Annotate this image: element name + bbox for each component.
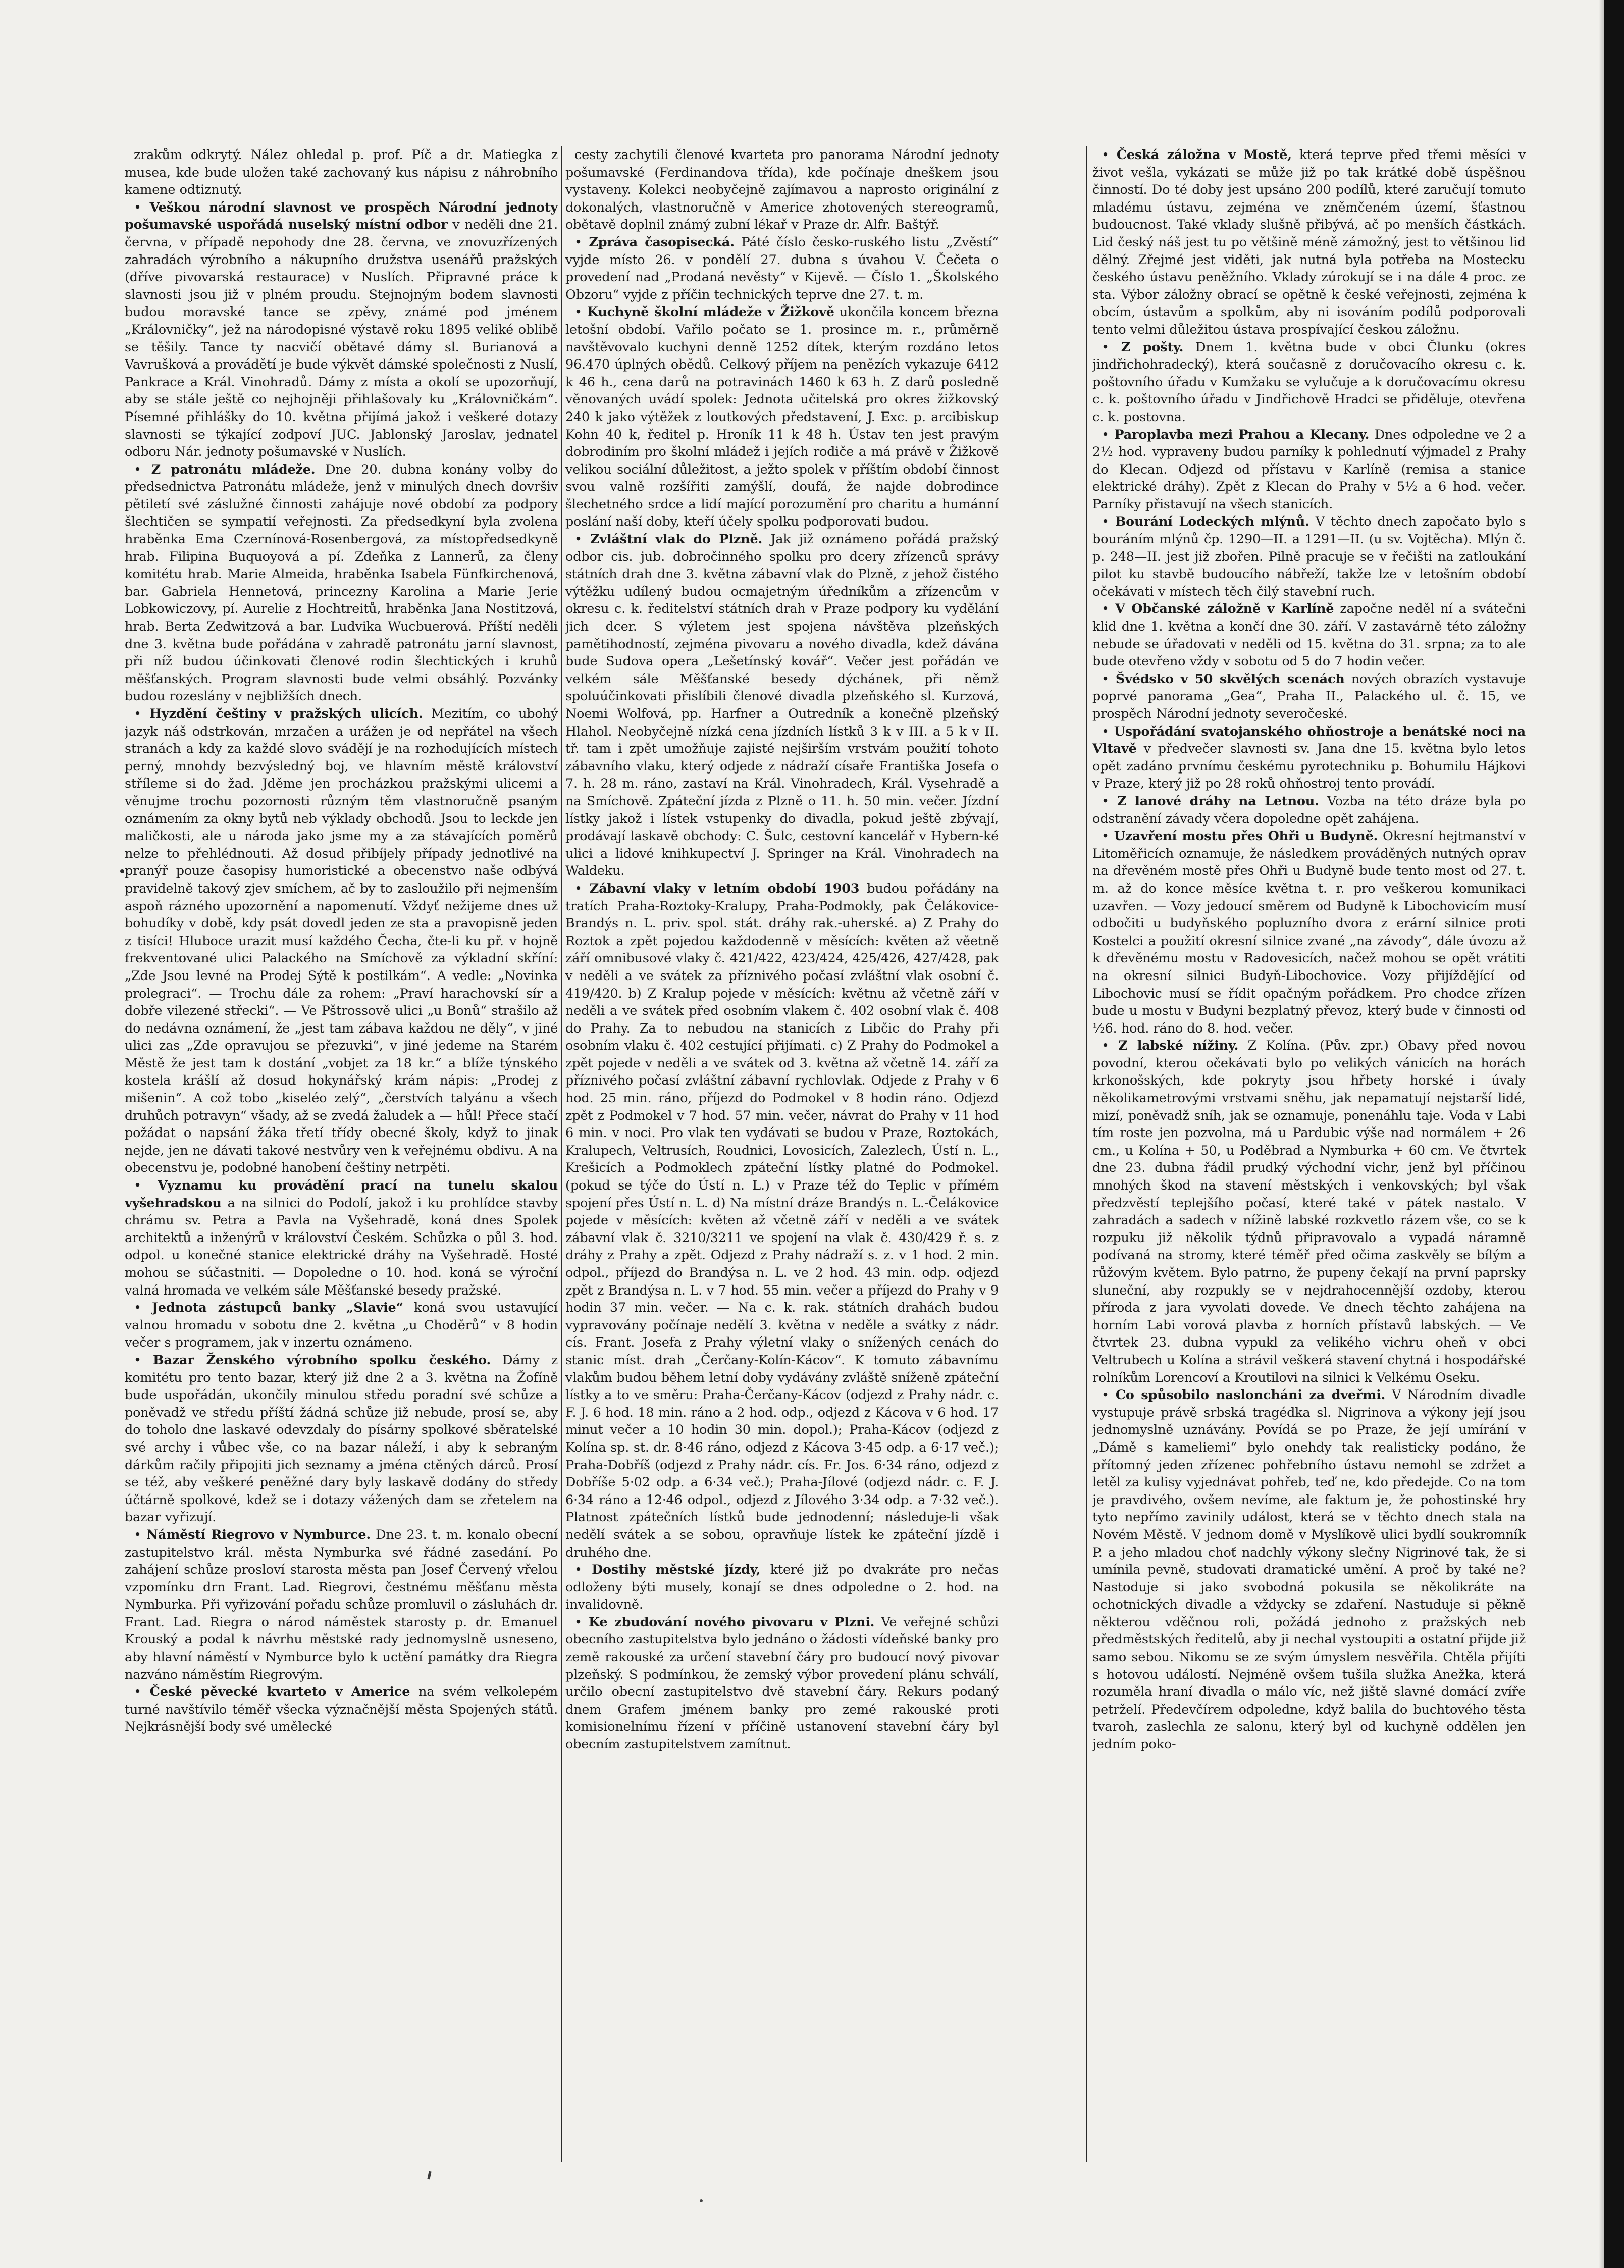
article-text: Mezitím, co ubohý jazyk náš odstrkován, mrzačen a urážen je od nepřátel na všech stranách a kdy za každé slovo svádějí je na rozhodujících místech perný, mnohdy bezvýsledný boj, ve hlavním městě království stříleme si do žad. Jděme jen procházkou pražskými ulicemi a věnujme trochu pozornosti různým těm vlastnoručně psaným oznámením za okny bytů neb výklady obchodů. Jsou to leckde jen maličkosti, ale u národa jako jsme my a za stávajících poměrů nelze to přehlédnouti. Až dosud přibíjely případy jednotlivé na pranýř pouze časopisy humoristické a obecenstvo naše odbývá pravidelně takový zjev smíchem, ač by to zasloužilo při nejmenším aspoň rázného upozornění a napomenutí. Vždyť nežijeme dnes už bohudíky v době, kdy psát dovedl jeden ze sta a pravopisně jeden z tisíci! Hluboce urazit musí každého Čecha, čte-li ku př. v hojně frekventované ulici Palackého na Smíchově za výkladní skříní: „Zde Jsou levné na Prodej Sýtě k postilkám“. A vedle: „Novinka prolegraci“. — Trochu dále za rohem: „Praví harachovskí sír a dobře vilezené střecki“. — Ve Pštrossově ulici „u Bonů“ strašilo až do nedávna oznámení, že „jest tam zábava každou ne děly“, v jiné ulici zas „Zde opravujou se přezuvki“, v jiné jedeme na Starém Městě že jest tam k dostání „vobjet za 18 kr.“ a blíže týnského kostela krášlí až dosud hokynářský krám nápis: „Prodej z mišenin“. A což tobo „kiseléo zelý“, „čerstvích talyánu a všech druhůch potravyn“ všady, až se zvedá žaludek a — hůl! Přece stačí požádat o napsání žáka třetí třídy obecné školy, když to jinak nejde, jen ne dávati takové nestvůry ven k veřejnému obdivu. A na obecenstvu je, podobné hanobení češtiny netrpěti. [125, 706, 558, 1176]
column-rule [561, 146, 562, 2162]
article-heading: Náměstí Riegrovo v Nymburce. [146, 1527, 371, 1542]
asterisk-marker: • [1102, 427, 1115, 442]
article-paragraph [1092, 723, 1526, 793]
article-paragraph [125, 1352, 558, 1526]
article-heading: Bazar Ženského výrobního spolku českého. [153, 1352, 491, 1368]
asterisk-marker: • [134, 1352, 153, 1368]
article-text: ukončila koncem března letošní období. Vařilo počato se 1. prosince m. r., průměrně navštěvovalo kuchyni denně 1252 dítek, kterým rozdáno letos 96.470 úplných obědů. Celkový příjem na penězích vykazuje 6412 k 46 h., cena darů na potravinách 1460 k 63 h. Z darů posledně věnovaných uvádí spolek: Jednota učitelská pro okres žižkovský 240 k jako výtěžek z loutkových představení, J. Exc. p. arcibiskup Kohn 40 k, ředitel p. Hroník 11 k 48 h. Ústav ten jest pravým dobrodiním pro školní mládež i jejích rodiče a má právě v Žižkově velikou sociální důležitost, a ježto spolek v příštím období činnost svou valně rozšířiti zamýšlí, doufá, že najde dobrodince šlechetného srdce a lidí mající porozumění pro charitu a humánní poslání naší doby, kteří účely spolku podporovati budou. [565, 304, 999, 530]
article-heading: Vyznamu ku provádění prací na tunelu skalou vyšehradskou [125, 1178, 558, 1211]
article-text: Jak již oznámeno pořádá pražský odbor cis. jub. dobročinného spolku pro dcery zřízenců správy státních drah dne 3. května zábavní vlak do Plzně, z jehož čistého výtěžku udílený budou ocmajetným úředníkům a zřízencům v okresu c. k. ředitelství státních drah v Praze podpory ku vydělání jich dcer. S výletem jest spojena návštěva plzeňských pamětihodností, zejména pivovaru a nového divadla, kdež dávána bude Sudova opera „Lešetínský kovář“. Večer jest pořádán ve velkém sále Měšťanské besedy dýchánek, při němž spoluúčinkovati přislíbili členové divadla plzeňského sl. Kurzová, Noemi Wolfová, pp. Harfner a Outredník a konečně plzeňský Hlahol. Neobyčejně nízká cena jízdních lístků 3 k v III. a 5 k v II. tř. tam i zpět umožňuje zajisté nejširším vrstvám použití tohoto zábavního vlaku, který odjede z nádraží císaře Františka Josefa o 7. h. 28 m. ráno, zastaví na Král. Vinohradech, Král. Vysehradě a na Smíchově. Zpáteční jízda z Plzně o 11. h. 50 min. večer. Jízdní lístky jakož i lístek vstupenky do divadla, pokud ještě zbývají, prodávají laskavě obchody: C. Šulc, cestovní kancelář v Hybern-ké ulici a lidové knihkupectví J. Springer na Král. Vinohradech na Waldeku. [565, 532, 999, 879]
article-paragraph [1092, 1037, 1526, 1386]
asterisk-marker: • [1102, 793, 1117, 809]
article-text: a na silnici do Podolí, jakož i ku prohlídce stavby chrámu sv. Petra a Pavla na Vyšehradě, koná dnes Spolek architektů a inženýrů v království Českém. Schůzka o půl 3. hod. odpol. u konečné stanice elektrické dráhy na Vyšehradě. Hosté mohou se súčastniti. — Dopoledne o 10. hod. koná se výroční valná hromada ve velkém sále Měšťanské besedy pražské. [125, 1195, 558, 1298]
left-column [125, 146, 558, 2171]
asterisk-marker: • [134, 1527, 146, 1542]
article-heading: Dostihy městské jízdy, [592, 1562, 761, 1578]
asterisk-marker: • [574, 304, 587, 320]
article-text: koná svou ustavující valnou hromadu v sobotu dne 2. května „u Choděrů“ v 8 hodin večer s programem, jak v inzertu oznámeno. [125, 1300, 558, 1351]
article-paragraph [125, 199, 558, 461]
asterisk-marker: • [1102, 829, 1114, 844]
scan-mark [700, 2199, 703, 2202]
column-rule [1086, 146, 1087, 2162]
article-heading: České pěvecké kvarteto v Americe [149, 1684, 410, 1700]
article-paragraph [1092, 671, 1526, 723]
asterisk-marker: • [1102, 147, 1117, 163]
article-paragraph [1092, 426, 1526, 513]
right-column [1092, 146, 1526, 2171]
asterisk-marker: • [574, 1562, 592, 1578]
article-paragraph [1092, 513, 1526, 600]
article-heading: Z pošty. [1121, 339, 1184, 355]
article-heading: Hyzdění češtiny v pražských ulicích. [149, 706, 423, 721]
article-heading: Česká záložna v Mostě, [1116, 147, 1292, 163]
article-text: V Národním divadle vystupuje právě srbská tragédka sl. Nigrinova a výkony její jsou jednomyslně uznávány. Povídá se po Praze, že její umírání v „Dámě s kameliemi“ bylo onehdy tak realisticky podáno, že přítomný jeden zřízenec pohřebního ústavu nemohl se zdržet a letěl za kulisy vyjednávat pohřeb, teď ne, kdo předejde. Co na tom je pravdivého, ovšem nevíme, ale faktum je, že pohostinské hry tyto nepřímo zavinily událost, která se v těchto dnech stala na Novém Městě. V jednom domě v Myslíkově ulici bydlí soukromník P. a jeho mladou choť nadchly výkony slečny Nigrinové tak, že si umínila pevně, studovati dramatické umění. A proč by také ne? Nastoduje si jako svobodná pokusila se několikráte na ochotnických divadle a vždycky se zdaření. Nastuduje si pěkně některou vděčnou roli, požádá jednoho z pražských neb předměstských ředitelů, aby ji nechal vystoupiti a ostatní přijde již samo sebou. Nikomu se ze svým úmyslem nesvěřila. Chtěla přijíti s hotovou událostí. Nejméně ovšem tušila služka Anežka, která rozuměla hraní divadla o málo víc, než jiště slavné domácí zvíře petrželí. Předevčírem odpoledne, když balila do buchtového těsta tvaroh, zaslechla ze salonu, který byl od kuchyně oddělen jen jedním poko- [1092, 1387, 1526, 1752]
article-heading: Z lanové dráhy na Letnou. [1117, 793, 1319, 809]
article-text: která teprve před třemi měsíci v život vešla, vykázati se může již po tak krátké době úspěšnou činností. Do té doby jest upsáno 200 podílů, které zaručují tomuto mladému ústavu, zejména ve zněmčeném území, šťastnou budoucnost. Také vklady slušně přibývá, ač po menších částkách. Lid český náš jest tu po většině méně zámožný, jest to většinou lid dělný. Zřejmé jest viděti, jak nutná byla potřeba na Mostecku českého ústavu peněžního. Vklady zúrokují se i na dále 4 proc. ze sta. Výbor záložny obrací se opětně k české veřejnosti, zejména k obcím, ústavům a spolkům, aby ni isováním podílů podporovali tento velmi důležitou ústava prospívající českou záložnu. [1092, 147, 1526, 337]
article-text: nových obrazích vystavuje poprvé panorama „Gea“, Praha II., Palackého ul. č. 15, ve prospěch Národní jednoty severočeské. [1092, 671, 1526, 721]
middle-column [565, 146, 999, 2171]
asterisk-marker: • [1102, 1038, 1119, 1054]
article-paragraph [125, 146, 558, 199]
asterisk-marker: • [134, 1300, 152, 1316]
article-heading: Z labské nížiny. [1118, 1038, 1239, 1054]
article-heading: Z patronátu mládeže. [151, 461, 316, 477]
asterisk-marker: • [134, 1178, 158, 1194]
article-heading: Uzavření mostu přes Ohři u Budyně. [1114, 829, 1378, 844]
article-text: Dnem 1. května bude v obci Člunku (okres jindřichohradecký), která současně z doručovacího okresu c. k. poštovního úřadu v Kumžaku se vylučuje a k doručovacímu okresu c. k. poštovního úřadu v Jindřichově Hradci se přiděluje, otevřena c. k. postovna. [1092, 339, 1526, 425]
article-text: Okresní hejtmanství v Litoměřicích oznamuje, že následkem prováděných nutných oprav na dřevěném mostě přes Ohři u Budyně bude tento most od 27. t. m. až do konce měsíce května t. r. pro veškerou komunikaci uzavřen. — Vozy jedoucí směrem od Budyně k Libochovicím musí odbočiti u budyňského popluzního dvora z erární silnice proti Kostelci a použití okresní silnice zvané „na závody“, dále úvozu až k dřevěnému mostu v Radovesicích, načež mohou se opět vrátiti na okresní silnici Budyň-Libochovice. Vozy přijíždějící od Libochovic musí se řídit opačným pořádkem. Pro chodce zřízen bude u mostu v Budyni bezplatný převoz, který bude v činnosti od ½6. hod. ráno do 8. hod. večer. [1092, 829, 1526, 1036]
article-paragraph [1092, 146, 1526, 339]
article-paragraph [565, 1614, 999, 1754]
article-text: v neděli dne 21. června, v případě nepohody dne 28. června, ve znovuzřízených zahradách výrobního a nákupního družstva usenářů pražských (dříve pivovarská restaurace) v Nuslích. Připravné práce k slavnosti jsou již v plném proudu. Stejnojným bodem slavnosti budou moravské tance se zpěvy, známé pod jménem „Královničky“, jež na národopisné výstavě roku 1895 veliké oblibě se těšily. Tance ty nacvičí obětavé dámy sl. Burianová a Vavrušková a provádětí je bude výkvět dámské společnosti z Nuslí, Pankrace a Král. Vinohradů. Dámy z místa a okolí se upozorňují, aby se stále ještě co nejhojněji přihlašovaly ku „Královničkám“. Písemné přihlášky do 10. května přijímá jakož i veškeré dotazy slavnosti se týkající zodpoví JUC. Jablonský Jaroslav, jednatel odboru Nár. jednoty pošumavské v Nuslích. [125, 217, 558, 460]
article-heading: V Občanské záložně v Karlíně [1115, 601, 1334, 617]
asterisk-marker: • [134, 706, 149, 721]
page-edge-shadow [1599, 0, 1604, 2268]
article-text: které již po dvakráte pro nečas odloženy býti musely, konají se dnes odpoledne o 2. hod. na invalidovně. [565, 1562, 999, 1613]
article-paragraph [1092, 1386, 1526, 1753]
article-paragraph [125, 1526, 558, 1683]
asterisk-marker: • [134, 461, 151, 477]
article-paragraph [125, 461, 558, 705]
scan-mark [120, 869, 124, 873]
article-heading: Zpráva časopisecká. [589, 234, 735, 250]
article-paragraph [565, 880, 999, 1561]
article-heading: Co spůsobilo nasloncháni za dveřmi. [1115, 1387, 1386, 1403]
article-text: cesty zachytili členové kvarteta pro panorama Národní jednoty pošumavské (Ferdinandova třída), kde počínaje dneškem jsou vystaveny. Kolekci neobyčejně zajímavou a naprosto originální z dokonalých, vlastnoručně v Americe zhotovených stereogramů, obětavě doplnil známý zubní lékař v Praze dr. Alfr. Baštýř. [565, 147, 999, 233]
article-paragraph [565, 531, 999, 880]
article-text: Vozba na této dráze byla po odstranění závady včera dopoledne opět zahájena. [1092, 793, 1526, 827]
asterisk-marker: • [1102, 724, 1114, 739]
asterisk-marker: • [574, 234, 589, 250]
scan-mark [427, 2171, 431, 2180]
article-text: Ve veřejné schůzi obecního zastupitelstva bylo jednáno o žádosti vídeňské banky pro země rakouské za určení stavební čáry pro budoucí nový pivovar plzeňský. S podmínkou, že zemský výbor provedení plánu schválí, určilo obecní zastupitelstvo dvě stavební čáry. Rekurs podaný dnem Grafem jménem banky pro zemé rakouské proti komisionelnímu řízení v příčině ustanovení stavební čáry byl obecním zastupitelstvem zamítnut. [565, 1614, 999, 1752]
article-heading: Zvláštní vlak do Plzně. [590, 532, 763, 547]
asterisk-marker: • [574, 881, 590, 896]
asterisk-marker: • [1102, 339, 1121, 355]
article-text: zrakům odkrytý. Nález ohledal p. prof. Píč a dr. Matiegka z musea, kde bude uložen také zachovaný kus nápisu z náhrobního kamene odtiznutý. [125, 147, 558, 198]
article-heading: Veškou národní slavnost ve prospěch Národní jednoty pošumavské uspořádá nuselský místní odbor [125, 199, 558, 233]
article-heading: Paroplavba mezi Prahou a Klecany. [1114, 427, 1370, 442]
article-text: na svém velkolepém turné navštívilo téměř všecka význačnější města Spojených států. Nejkrásnější body své umělecké [125, 1684, 558, 1735]
article-paragraph [1092, 600, 1526, 670]
article-heading: Kuchyně školní mládeže v Žižkově [587, 304, 834, 320]
article-text: Páté číslo česko-ruského listu „Zvěstí“ vyjde místo 26. v pondělí 27. dubna s úvahou V. Čečeta o provedení nad „Prodaná nevěsty“ v Kijevě. — Číslo 1. „Školského Obzoru“ vyjde z příčin technických teprve dne 27. t. m. [565, 234, 999, 302]
asterisk-marker: • [134, 199, 150, 215]
article-text: Z Kolína. (Pův. zpr.) Obavy před novou povodní, kterou očekávati bylo po velikých vánicích na horách krkonošských, kde pokryty jsou hřbety horské i úvaly několikametrovými vrstvami sněhu, jak nepamatují nejstarší lidé, mizí, poněvadž sníh, jak se oznamuje, ponenáhlu taje. Voda v Labi tím roste jen pozvolna, má u Pardubic výše nad normálem + 26 cm., u Kolína + 50, u Poděbrad a Nymburka + 60 cm. Ve čtvrtek dne 23. dubna řádil prudký východní vichr, jenž byl příčinou mnohých škod na stavení městských i venkovských; byl však předzvěstí teplejšího počasí, které také v pátek nastalo. V zahradách a sadech v nížině labské rozkvetlo rázem vše, co se k rozpuku již několik týdnů připravovalo a vypadá náramně podívaná na stromy, které téměř před očima zaskvěly se bílým a růžovým květem. Bylo patrno, že pupeny čekají na první paprsky sluneční, aby rozpukly se v nejdrahocennější ozdoby, kterou příroda z jara vyvolati dovede. Ve dnech těchto zahájena na horním Labi vorová plavba z horních přístavů labských. — Ve čtvrtek 23. dubna vypukl za velikého vichru oheň v obci Veltrubech u Kolína a strávil veškerá stavení chytná i hospodářské rolníkům Lorencoví a Kroutilovi na silnici k Velkému Oseku. [1092, 1038, 1526, 1385]
article-text: budou pořádány na tratích Praha-Roztoky-Kralupy, Praha-Podmokly, pak Čelákovice-Brandýs n. L. priv. spol. stát. dráhy rak.-uherské. a) Z Prahy do Roztok a zpět pojedou každodenně v měsících: květen až věetně září omnibusové vlaky č. 421/422, 423/424, 425/426, 427/428, pak v neděli a ve svátek za příznivého počasí zvláštní vlak osobní č. 419/420. b) Z Kralup pojede v měsících: květnu až včetně září v neděli a ve svátek před osobním vlakem č. 402 osobní vlak č. 408 do Prahy. Za to nebudou na stanicích z Libčic do Prahy při osobním vlaku č. 402 cestující přijímati. c) Z Prahy do Podmokel a zpět pojede v neděli a ve svátek od 3. května až včetně 14. září za příznivého počasí zvláštní zábavní rychlovlak. Odjede z Prahy v 6 hod. 25 min. ráno, příjezd do Podmokel v 8 hodin ráno. Odjezd zpět z Podmokel v 7 hod. 57 min. večer, návrat do Prahy v 11 hod 6 min. v noci. Pro vlak ten vydávati se budou v Praze, Roztokách, Kralupech, Veltrusích, Roudnici, Lovosicích, Zalezlech, Ústí n. L., Krešicích a Podmoklech zpáteční lístky platné do Podmokel. (pokud se týče do Ústí n. L.) v Praze též do Teplic v přímém spojení přes Ústí n. L. d) Na místní dráze Brandýs n. L.-Čelákovice pojede v měsících: květen až včetně září v neděli a ve svátek zábavní vlak č. 3210/3211 ve spojení na vlak č. 430/429 ř. s. z dráhy z Prahy a zpět. Odjezd z Prahy nádraží s. z. v 1 hod. 2 min. odpol., příjezd do Brandýsa n. L. ve 2 hod. 43 min. odp. odjezd zpět z Brandýsa n. L. v 7 hod. 55 min. večer a příjezd do Prahy v 9 hodin 37 min. večer. — Na c. k. rak. státních drahách budou vypravovány počínaje nedělí 3. května v neděle a svátky z nádr. cís. Frant. Josefa z Prahy výletní vlaky o snížených cenách do stanic míst. drah „Čerčany-Kolín-Kácov“. K tomuto zábavnímu vlakům budou během letní doby vydávány zvláště sníženě zpáteční lístky a to ve směru: Praha-Čerčany-Kácov (odjezd z Prahy nádr. c. F. J. 6 hod. 18 min. ráno a 2 hod. odp., odjezd z Kácova v 6 hod. 17 minut večer a 10 hodin 30 min. dopol.); Praha-Kácov (odjezd z Kolína sp. st. dr. 8·46 ráno, odjezd z Kácova 3·45 odp. a 6·17 več.); Praha-Dobříš (odjezd z Prahy nádr. cís. Fr. Jos. 6·34 ráno, odjezd z Dobříše 5·02 odp. a 6·34 več.); Praha-Jílové (odjezd nádr. c. F. J. 6·34 ráno a 12·46 odpol., odjezd z Jílového 3·34 odp. a 7·32 več.). Platnost zpátečních lístků bude jednodenní; následuje-li však nedělí svátek a se sobou, opravňuje lístek ke zpáteční jízdě i druhého dne. [565, 881, 999, 1560]
asterisk-marker: • [134, 1684, 150, 1700]
article-paragraph [565, 1561, 999, 1614]
article-heading: Uspořádání svatojanského ohňostroje a benátské noci na Vltavě [1092, 724, 1526, 757]
article-heading: Jednota zástupců banky „Slavie“ [152, 1300, 403, 1316]
article-text: Dne 20. dubna konány volby do předsednictva Patronátu mládeže, jenž v minulých dnech dovršiv pětiletí své záslužné činnosti zahájuje nové období za podpory šlechtičen se sympatií veřejnosti. Za předsedkyní byla zvolena hraběnka Ema Czernínová-Rosenbergová, za místopředsedkyně hrab. Filipina Buquoyová a pí. Zdeňka z Lannerů, za členy komitétu hrab. Marie Almeida, hraběnka Isabela Fünfkirchenová, bar. Gabriela Hennetová, princezny Karolina a Marie Jerie Lobkowiczovy, pí. Aurelie z Hochtreitů, hraběnka Jana Nostitzová, hrab. Berta Zedwitzová a bar. Ludvika Wucbuerová. Příští neděli dne 3. května bude pořádána v zahradě patronátu jarní slavnost, při níž budou účinkovati členové rodin šlechtických i kruhů měšťanských. Program slavnosti bude velmi obsáhlý. Pozvánky budou rozeslány v nejbližších dnech. [125, 461, 558, 704]
article-paragraph [125, 1683, 558, 1736]
article-paragraph [1092, 339, 1526, 426]
article-heading: Zábavní vlaky v letním období 1903 [589, 881, 860, 896]
article-text: Dámy z komitétu pro tento bazar, který již dne 2 a 3. května na Žofíně bude uspořádán, ukončily minulou středu poradní své schůze a poněvadž ve středu příští žádná schůze již nebude, prosí se, aby do toholo dne laskavé odevzdaly do písárny spolkové sběratelské své archy i vůbec vše, co na bazar náleží, i aby k sebraným dárkům račily připojiti jich seznamy a jména ctěných dárců. Prosí se též, aby veškeré peněžné dary byly laskavě dodány do středy účtárně spolkové, kdež se i dotazy vážených dam se zřetelem na bazar vyřizují. [125, 1352, 558, 1525]
page-edge [1604, 0, 1624, 2268]
asterisk-marker: • [574, 1614, 589, 1630]
asterisk-marker: • [1102, 601, 1115, 617]
article-paragraph [125, 1299, 558, 1352]
article-heading: Ke zbudování nového pivovaru v Plzni. [589, 1614, 875, 1630]
article-text: Dne 23. t. m. konalo obecní zastupitelstvo král. města Nymburka své řádné zasedání. Po zahájení schůze prosloví starosta města pan Josef Červený vřelou vzpomínku drn Frant. Lad. Riegrovi, čestnému měšťanu města Nymburka. Při vyřizování pořadu schůze promluvil o zásluhách dr. Frant. Lad. Riegra o národ náměstek starosty p. dr. Emanuel Krouský a podal k návrhu městské rady jednomyslně usneseno, aby hlavní náměstí v Nymburce bylo k uctění památky dra Riegra nazváno náměstím Riegrovým. [125, 1527, 558, 1682]
article-text: započne neděl ní a svátečni klid dne 1. května a končí dne 30. září. V zastavárně této záložny nebude se úřadovati v neděli od 15. května do 31. srpna; za to ale bude otevřeno vždy v sobotu od 5 do 7 hodin večer. [1092, 601, 1526, 669]
asterisk-marker: • [1102, 671, 1116, 687]
asterisk-marker: • [574, 532, 590, 547]
asterisk-marker: • [1102, 514, 1115, 530]
article-heading: Švédsko v 50 skvělých scenách [1115, 671, 1345, 687]
article-paragraph [125, 1177, 558, 1299]
article-paragraph [1092, 828, 1526, 1037]
article-paragraph [565, 146, 999, 234]
article-heading: Bourání Lodeckých mlýnů. [1115, 514, 1309, 530]
article-paragraph [565, 303, 999, 531]
article-text: Dnes odpoledne ve 2 a 2½ hod. vypraveny budou parníky k pohlednutí výjmadel z Prahy do Klecan. Odjezd od přístavu v Karlíně (remisa a stanice elektrické dráhy). Zpět z Klecan do Prahy v 5½ a 6 hod. večer. Parníky přistavují na všech stanicích. [1092, 427, 1526, 512]
article-text: v předvečer slavnosti sv. Jana dne 15. května bylo letos opět zadáno prvnímu českému pyrotechniku p. Bohumilu Hájkovi v Praze, který již po 28 roků ohňostroj tento provádí. [1092, 741, 1526, 792]
article-paragraph [1092, 793, 1526, 828]
article-paragraph [565, 234, 999, 303]
article-paragraph [125, 705, 558, 1177]
asterisk-marker: • [1102, 1387, 1116, 1403]
article-text: V těchto dnech započato bylo s bouráním mlýnů čp. 1290—II. a 1291—II. (u sv. Vojtěcha). Mlýn č. p. 248—II. jest již zbořen. Pilně pracuje se v řečišti na zatloukání pilot ku stavbě budoucího nábřeží, takže lze v letošním období očekávati v místech těch čilý stavební ruch. [1092, 514, 1526, 599]
